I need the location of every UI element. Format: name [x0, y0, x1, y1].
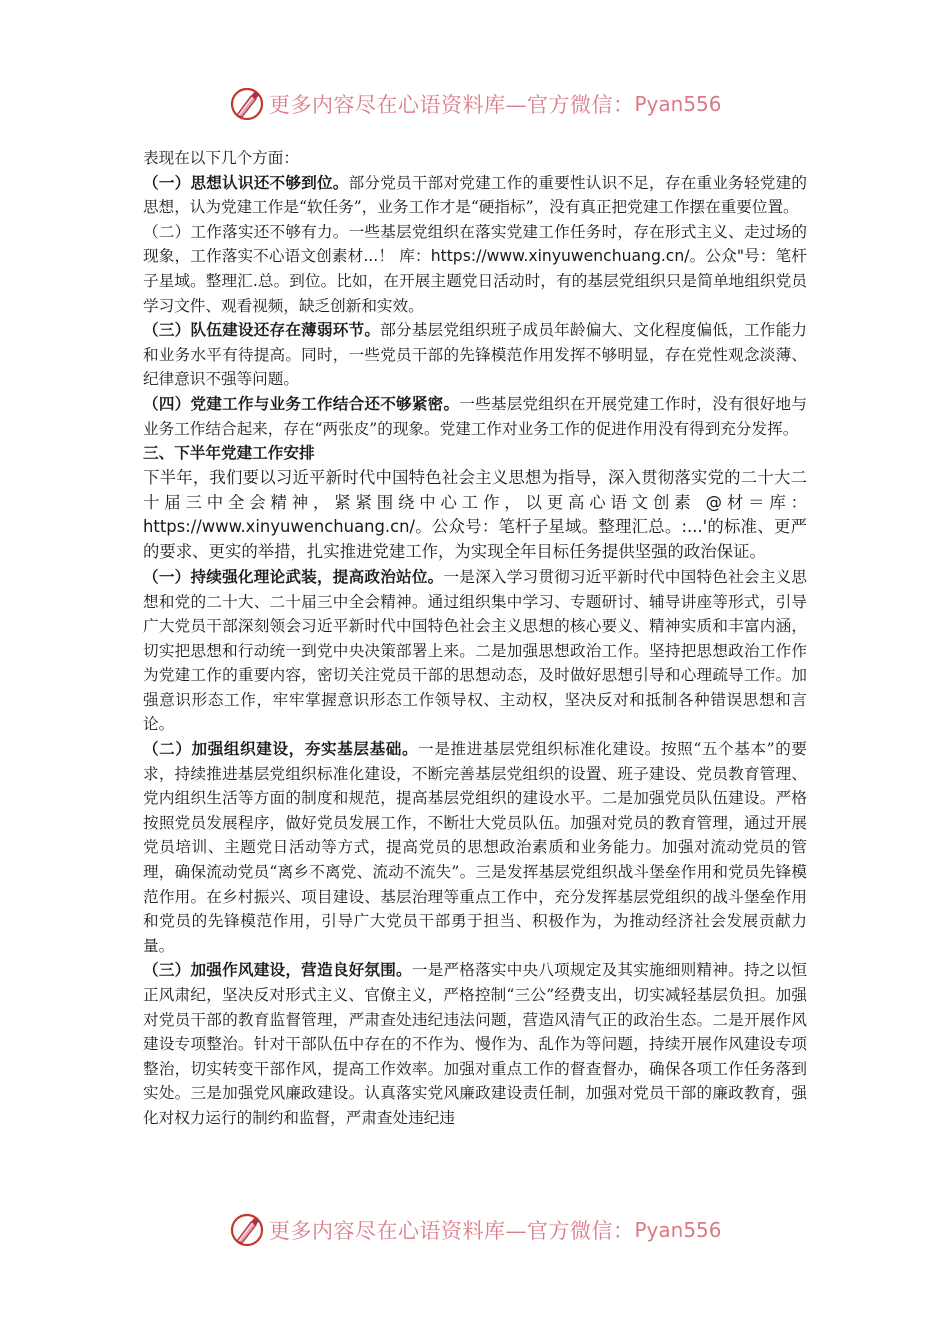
- banner-text: 更多内容尽在心语资料库—官方微信：: [269, 93, 635, 117]
- wechat-id: Pyan556: [634, 92, 722, 116]
- paragraph-text: 一是严格落实中央八项规定及其实施细则精神。持之以恒正风肃纪，坚决反对形式主义、官僚主义，严格控制“三公”经费支出，切实减轻基层负担。加强对党员干部的教育监督管理，严肃查处违纪违法问题，营造风清气正的政治生态。二是开展作风建设专项整治。针对干部队伍中存在的不作为、慢作为、乱作为等问题，持续开展作风建设专项整治，切实转变干部作风，提高工作效率。加强对重点工作的督查督办，确保各项工作任务落到实处。三是加强党风廉政建设。认真落实党风廉政建设责任制，加强对党员干部的廉政教育，强化对权力运行的制约和监督，严肃查处违纪违: [143, 961, 807, 1127]
- problem-paragraph-4: [143, 392, 807, 441]
- paragraph-heading: （三）加强作风建设，营造良好氛围。: [143, 961, 412, 980]
- arrangement-paragraph-2: [143, 737, 807, 958]
- document-body: [143, 146, 807, 1131]
- paragraph-heading: （四）党建工作与业务工作结合还不够紧密。: [143, 394, 460, 413]
- paragraph-text: 一是深入学习贯彻习近平新时代中国特色社会主义思想和党的二十大、二十届三中全会精神。通过组织集中学习、专题研讨、辅导讲座等形式，引导广大党员干部深刻领会习近平新时代中国特色社会主义思想的核心要义、精神实质和丰富内涵，切实把思想和行动统一到党中央决策部署上来。二是加强思想政治工作。坚持把思想政治工作作为党建工作的重要内容，密切关注党员干部的思想动态，及时做好思想引导和心理疏导工作。加强意识形态工作，牢牢掌握意识形态工作领导权、主动权，坚决反对和抵制各种错误思想和言论。: [143, 567, 807, 734]
- paragraph-text: 一些基层党组织在开展党建工作时，没有很好地与业务工作结合起来，存在“两张皮”的现象。党建工作对业务工作的促进作用没有得到充分发挥。: [143, 394, 807, 438]
- arrangement-paragraph-3: [143, 958, 807, 1130]
- footer-banner: [229, 1210, 722, 1250]
- banner-text: 更多内容尽在心语资料库—官方微信：: [269, 1219, 635, 1243]
- paragraph-text: 部分基层党组织班子成员年龄偏大、文化程度偏低，工作能力和业务水平有待提高。同时，一些党员干部的先锋模范作用发挥不够明显，存在党性观念淡薄、纪律意识不强等问题。: [143, 321, 807, 389]
- problem-paragraph-2: （二）工作落实还不够有力。一些基层党组织在落实党建工作任务时，存在形式主义、走过场的现象，工作落实不心语文创素材...！ 库：https://www.xinyuwenchuang.cn/。公众"号：笔杆子星域。整理汇.总。到位。比如，在开展主题党日活动时，有的基层党组织只是简单地组织党员学习文件、观看视频，缺乏创新和实效。: [143, 222, 807, 315]
- intro-line: 表现在以下几个方面：: [143, 149, 299, 167]
- paragraph-heading: （一）思想认识还不够到位。: [143, 173, 349, 192]
- arrangement-paragraph-1: [143, 565, 807, 737]
- paragraph-heading: （三）队伍建设还存在薄弱环节。: [143, 321, 381, 340]
- wechat-id: Pyan556: [634, 1218, 722, 1242]
- pen-nib-logo-icon: [229, 86, 265, 122]
- paragraph-text: 一是推进基层党组织标准化建设。按照“五个基本”的要求，持续推进基层党组织标准化建设，不断完善基层党组织的设置、班子建设、党员教育管理、党内组织生活等方面的制度和规范，提高基层党组织的建设水平。二是加强党员队伍建设。严格按照党员发展程序，做好党员发展工作，不断壮大党员队伍。加强对党员的教育管理，通过开展党员培训、主题党日活动等方式，提高党员的思想政治素质和业务能力。加强对流动党员的管理，确保流动党员“离乡不离党、流动不流失”。三是发挥基层党组织战斗堡垒作用和党员先锋模范作用。在乡村振兴、项目建设、基层治理等重点工作中，充分发挥基层党组织的战斗堡垒作用和党员的先锋模范作用，引导广大党员干部勇于担当、积极作为，为推动经济社会发展贡献力量。: [143, 740, 807, 955]
- paragraph-heading: （一）持续强化理论武装，提高政治站位。: [143, 567, 444, 586]
- header-banner: [229, 84, 722, 124]
- problem-paragraph-3: [143, 318, 807, 392]
- paragraph-heading: （二）加强组织建设，夯实基层基础。: [143, 740, 419, 759]
- section-intro: 下半年，我们要以习近平新时代中国特色社会主义思想为指导，深入贯彻落实党的二十大二十届三中全会精神，紧紧围绕中心工作，以更高心语文创素 @材＝库：https://www.xinyuwenchuang.cn/。公众号：笔杆子星域。整理汇总。:...'的标准、更严的要求、更实的举措，扎实推进党建工作，为实现全年目标任务提供坚强的政治保证。: [143, 467, 807, 562]
- section-heading: 三、下半年党建工作安排: [143, 444, 315, 463]
- problem-paragraph-1: [143, 171, 807, 220]
- paragraph-text: 部分党员干部对党建工作的重要性认识不足，存在重业务轻党建的思想，认为党建工作是“软任务”，业务工作才是“硬指标”，没有真正把党建工作摆在重要位置。: [143, 173, 807, 217]
- pen-nib-logo-icon: [229, 1212, 265, 1248]
- section-title: [143, 441, 807, 466]
